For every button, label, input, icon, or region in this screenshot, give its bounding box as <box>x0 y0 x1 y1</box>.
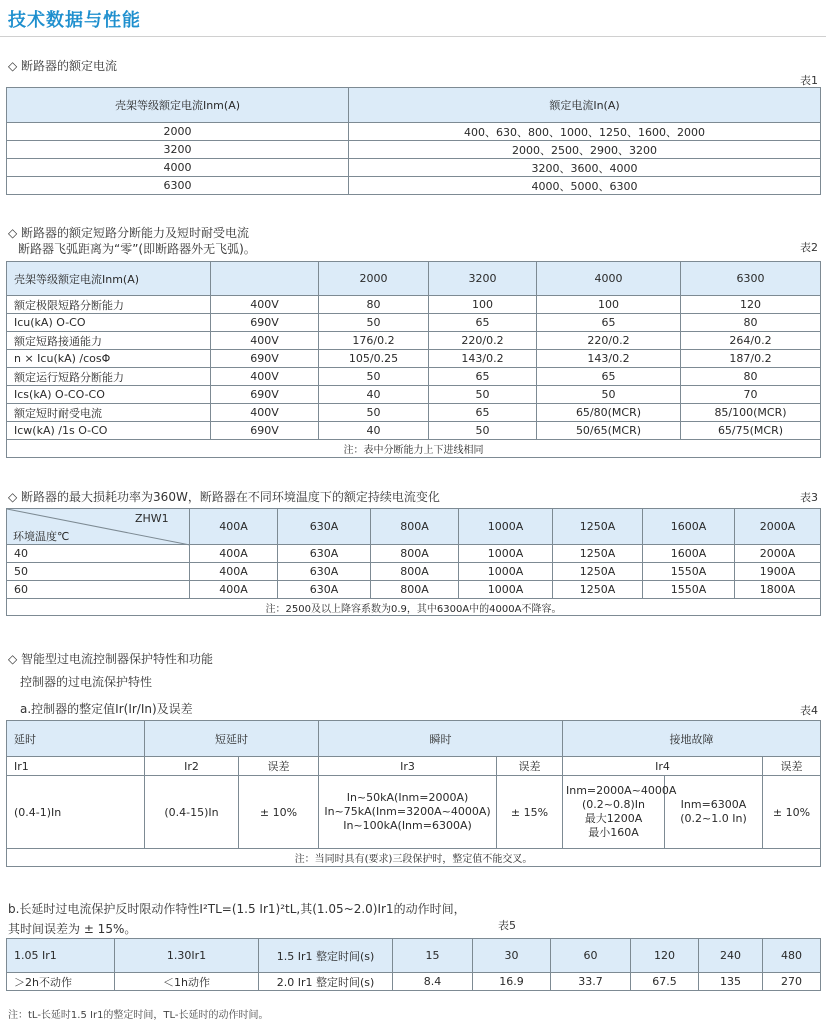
table-3-cell: 40 <box>7 545 190 563</box>
table-3-cell: 1250A <box>553 545 643 563</box>
table-3-header: 2000A <box>735 509 821 545</box>
table-2-row-label: n × Icu(kA) /cosΦ <box>7 350 211 368</box>
section-5-heading: b.长延时过电流保护反时限动作特性I²TL=(1.5 Ir1)²tL,其(1.05~2.0)Ir1的动作时间， <box>8 902 466 916</box>
table-4-cell: (0.4-1)In <box>7 776 145 849</box>
corner-top-label: ZHW1 <box>135 512 169 525</box>
table-4-subheader: Ir2 <box>145 757 239 776</box>
table-3-header: 1600A <box>643 509 735 545</box>
ir4-line: 最小160A <box>588 826 639 839</box>
section-3-heading: ◇ 断路器的最大损耗功率为360W，断路器在不同环境温度下的额定持续电流变化 <box>8 490 440 504</box>
table-4-cell <box>563 776 677 849</box>
table-2-cell: 40 <box>319 386 429 404</box>
table-2-cell: 400V <box>211 296 319 314</box>
table-3-cell: 400A <box>190 581 278 599</box>
table-2-header: 壳架等级额定电流Inm(A) <box>7 262 211 296</box>
table-1-cell: 2000、2500、2900、3200 <box>349 141 821 159</box>
table-3-cell: 400A <box>190 563 278 581</box>
table-2-cell: 100 <box>429 296 537 314</box>
table-4-subheader: 误差 <box>239 757 319 776</box>
section-4a-heading: a.控制器的整定值Ir(Ir/In)及误差 <box>20 702 193 716</box>
table-3-header: 1250A <box>553 509 643 545</box>
table-3-header: 1000A <box>459 509 553 545</box>
ir4-line: (0.2~0.8)In <box>581 798 645 811</box>
table-2-cell: 80 <box>319 296 429 314</box>
table-3-cell: 630A <box>278 581 371 599</box>
table-5 <box>6 938 821 991</box>
section-4-heading: ◇ 智能型过电流控制器保护特性和功能 <box>8 652 214 666</box>
ir4-line: Inm=6300A <box>680 798 747 811</box>
table-5-cell: 480 <box>763 939 821 973</box>
table-2-cell: 65/75(MCR) <box>681 422 821 440</box>
table-5-cell: 240 <box>699 939 763 973</box>
table-5-cell: 60 <box>551 939 631 973</box>
ir3-line: In~75kA(Inm=3200A~4000A) <box>324 805 491 818</box>
table-5-cell: 8.4 <box>393 973 473 991</box>
table-2-cell: 40 <box>319 422 429 440</box>
table-2-cell: 176/0.2 <box>319 332 429 350</box>
table-2-cell: 120 <box>681 296 821 314</box>
table-5-cell: 1.5 Ir1 整定时间(s) <box>259 939 393 973</box>
table-5-cell: 16.9 <box>473 973 551 991</box>
section-1-heading: ◇ 断路器的额定电流 <box>8 59 118 73</box>
corner-bottom-label: 环境温度℃ <box>13 530 70 543</box>
table-2-cell: 690V <box>211 314 319 332</box>
table-3-cell: 60 <box>7 581 190 599</box>
table-3-corner-cell <box>7 509 190 545</box>
table-2-cell: 50 <box>429 386 537 404</box>
table-2-cell: 70 <box>681 386 821 404</box>
table-2 <box>6 261 821 458</box>
table-2-cell: 65 <box>537 314 681 332</box>
table-5-cell: 1.05 Ir1 <box>7 939 115 973</box>
table-5-cell: 2.0 Ir1 整定时间(s) <box>259 973 393 991</box>
table-2-cell: 143/0.2 <box>537 350 681 368</box>
table-4-header: 瞬时 <box>319 721 563 757</box>
table-2-cell: 264/0.2 <box>681 332 821 350</box>
table-1-cell: 2000 <box>7 123 349 141</box>
table-3-cell: 1250A <box>553 581 643 599</box>
table-2-cell: 65 <box>429 404 537 422</box>
table-5-cell: 120 <box>631 939 699 973</box>
table-5-tag: 表5 <box>498 919 516 932</box>
table-3-header: 400A <box>190 509 278 545</box>
table-5-cell: 270 <box>763 973 821 991</box>
ir4-line: (0.2~1.0 In) <box>680 812 747 825</box>
table-4-subheader: Ir1 <box>7 757 145 776</box>
table-3-cell: 50 <box>7 563 190 581</box>
table-2-cell: 690V <box>211 350 319 368</box>
ir3-line: In~50kA(Inm=2000A) <box>346 791 469 804</box>
table-3-cell: 1550A <box>643 581 735 599</box>
table-4-cell <box>319 776 497 849</box>
table-4-subheader: Ir4 <box>563 757 763 776</box>
table-2-cell: 400V <box>211 404 319 422</box>
table-3-cell: 630A <box>278 563 371 581</box>
table-2-cell: 143/0.2 <box>429 350 537 368</box>
table-2-cell: 80 <box>681 314 821 332</box>
table-1-cell: 3200、3600、4000 <box>349 159 821 177</box>
table-4-header: 延时 <box>7 721 145 757</box>
page-title: 技术数据与性能 <box>8 10 141 31</box>
table-2-tag: 表2 <box>800 241 818 254</box>
table-4-tag: 表4 <box>800 704 818 717</box>
table-4-subheader: 误差 <box>497 757 563 776</box>
section-5-subheading: 其时间误差为 ± 15%。 <box>8 922 137 936</box>
table-1-header: 壳架等级额定电流Inm(A) <box>7 88 349 123</box>
table-2-cell: 187/0.2 <box>681 350 821 368</box>
table-1-cell: 3200 <box>7 141 349 159</box>
table-2-note: 注：表中分断能力上下进线相同 <box>7 440 821 458</box>
table-4-subheader: 误差 <box>763 757 821 776</box>
table-4-note: 注：当同时具有(要求)三段保护时，整定值不能交叉。 <box>7 849 821 867</box>
section-2-subheading: 断路器飞弧距离为“零”(即断路器外无飞弧)。 <box>18 242 256 256</box>
table-3-cell: 1000A <box>459 581 553 599</box>
table-2-header: 4000 <box>537 262 681 296</box>
table-2-row-label: Ics(kA) O-CO-CO <box>7 386 211 404</box>
ir4-line: Inm=2000A~4000A <box>566 784 677 797</box>
table-5-cell: 30 <box>473 939 551 973</box>
table-2-cell: 65 <box>537 368 681 386</box>
table-3-cell: 1800A <box>735 581 821 599</box>
table-2-cell: 65/80(MCR) <box>537 404 681 422</box>
table-3-header: 800A <box>371 509 459 545</box>
table-3-cell: 1550A <box>643 563 735 581</box>
table-2-cell: 100 <box>537 296 681 314</box>
table-5-cell: 1.30Ir1 <box>115 939 259 973</box>
table-2-cell: 400V <box>211 332 319 350</box>
table-2-cell: 690V <box>211 422 319 440</box>
table-2-cell: 50 <box>319 314 429 332</box>
table-2-cell: 220/0.2 <box>429 332 537 350</box>
table-2-header: 2000 <box>319 262 429 296</box>
table-3-cell: 1000A <box>459 563 553 581</box>
table-2-cell: 50/65(MCR) <box>537 422 681 440</box>
table-2-cell: 400V <box>211 368 319 386</box>
table-5-cell: 67.5 <box>631 973 699 991</box>
table-3-tag: 表3 <box>800 491 818 504</box>
table-1-cell: 6300 <box>7 177 349 195</box>
ir3-line: In~100kA(Inm=6300A) <box>343 819 472 832</box>
table-5-cell: 135 <box>699 973 763 991</box>
table-2-row-label: 额定运行短路分断能力 <box>7 368 211 386</box>
section-2-heading: ◇ 断路器的额定短路分断能力及短时耐受电流 <box>8 226 250 240</box>
table-2-row-label: 额定短路接通能力 <box>7 332 211 350</box>
table-5-cell: ＞2h不动作 <box>7 973 115 991</box>
table-2-cell: 65 <box>429 314 537 332</box>
table-3-cell: 800A <box>371 545 459 563</box>
table-3-cell: 400A <box>190 545 278 563</box>
table-4-cell: (0.4-15)In <box>145 776 239 849</box>
table-2-cell: 220/0.2 <box>537 332 681 350</box>
table-4-cell: ± 10% <box>763 776 821 849</box>
table-3-header: 630A <box>278 509 371 545</box>
table-4-cell <box>665 776 763 849</box>
table-3 <box>6 508 821 616</box>
table-2-row-label: Icu(kA) O-CO <box>7 314 211 332</box>
table-3-cell: 1000A <box>459 545 553 563</box>
table-2-cell: 50 <box>537 386 681 404</box>
table-3-cell: 1250A <box>553 563 643 581</box>
section-4-subheading: 控制器的过电流保护特性 <box>20 675 153 689</box>
table-2-row-label: 额定极限短路分断能力 <box>7 296 211 314</box>
table-2-row-label: Icw(kA) /1s O-CO <box>7 422 211 440</box>
table-1-cell: 400、630、800、1000、1250、1600、2000 <box>349 123 821 141</box>
table-3-cell: 800A <box>371 563 459 581</box>
table-4-header: 短延时 <box>145 721 319 757</box>
ir4-line: 最大1200A <box>584 812 643 825</box>
table-1-cell: 4000 <box>7 159 349 177</box>
table-3-cell: 630A <box>278 545 371 563</box>
title-divider <box>0 36 826 37</box>
table-2-header: 6300 <box>681 262 821 296</box>
table-2-cell: 50 <box>319 404 429 422</box>
footnote: 注：tL-长延时1.5 Ir1的整定时间，TL-长延时的动作时间。 <box>8 1010 269 1021</box>
table-4-cell: ± 15% <box>497 776 563 849</box>
table-3-cell: 2000A <box>735 545 821 563</box>
table-2-cell: 85/100(MCR) <box>681 404 821 422</box>
table-2-header: 3200 <box>429 262 537 296</box>
table-1 <box>6 87 821 195</box>
table-2-cell: 65 <box>429 368 537 386</box>
table-2-cell: 50 <box>429 422 537 440</box>
table-2-cell: 80 <box>681 368 821 386</box>
table-4-subheader: Ir3 <box>319 757 497 776</box>
table-2-cell: 50 <box>319 368 429 386</box>
table-2-header <box>211 262 319 296</box>
table-2-cell: 690V <box>211 386 319 404</box>
table-2-row-label: 额定短时耐受电流 <box>7 404 211 422</box>
table-3-cell: 800A <box>371 581 459 599</box>
table-5-cell: 15 <box>393 939 473 973</box>
table-5-cell: 33.7 <box>551 973 631 991</box>
table-1-cell: 4000、5000、6300 <box>349 177 821 195</box>
table-4-header: 接地故障 <box>563 721 821 757</box>
table-3-cell: 1600A <box>643 545 735 563</box>
table-1-header: 额定电流In(A) <box>349 88 821 123</box>
table-3-note: 注：2500及以上降容系数为0.9，其中6300A中的4000A不降容。 <box>7 599 821 616</box>
table-4-cell: ± 10% <box>239 776 319 849</box>
table-3-cell: 1900A <box>735 563 821 581</box>
table-2-cell: 105/0.25 <box>319 350 429 368</box>
table-1-tag: 表1 <box>800 74 818 87</box>
table-5-cell: ＜1h动作 <box>115 973 259 991</box>
table-4 <box>6 720 821 867</box>
